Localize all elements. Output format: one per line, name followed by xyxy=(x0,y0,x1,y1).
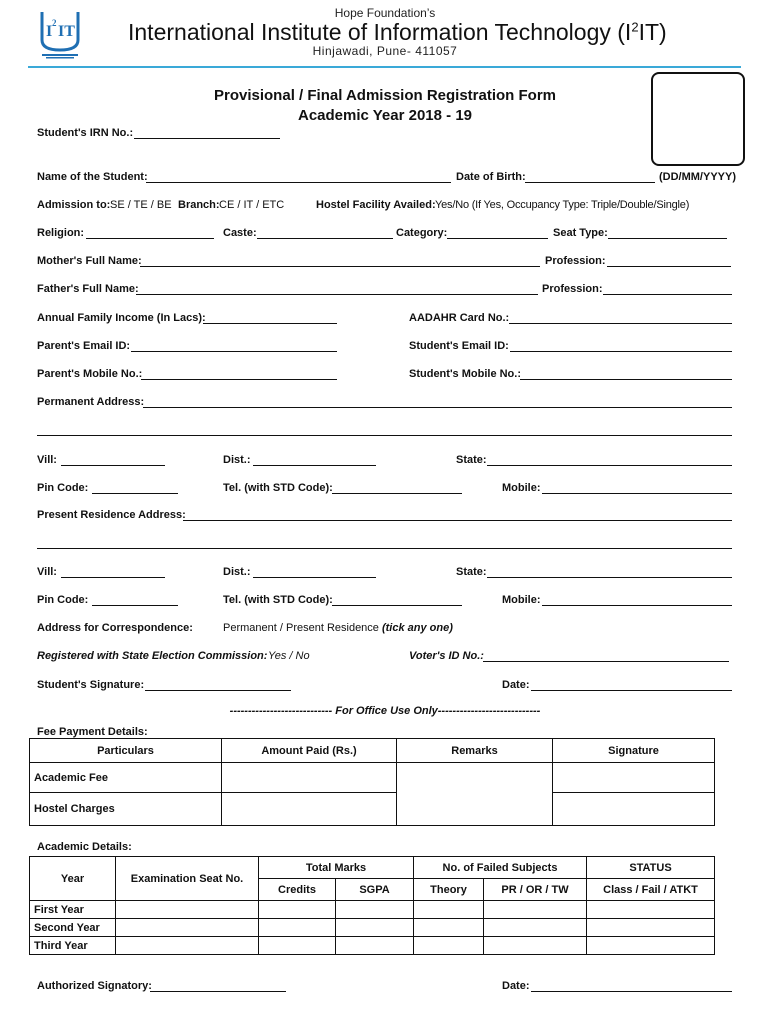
mother-name-field[interactable] xyxy=(140,266,540,267)
present-address-field-2[interactable] xyxy=(37,548,732,549)
acad-row-year: Second Year xyxy=(30,919,116,937)
acad-header-status: STATUS xyxy=(587,857,715,879)
acad-cell[interactable] xyxy=(484,901,587,919)
pres-pin-field[interactable] xyxy=(92,605,178,606)
permanent-address-field-2[interactable] xyxy=(37,435,732,436)
election-options[interactable]: Yes / No xyxy=(268,650,310,662)
acad-cell[interactable] xyxy=(259,901,336,919)
pres-mobile-field[interactable] xyxy=(542,605,732,606)
pres-state-field[interactable] xyxy=(487,577,732,578)
dob-field[interactable] xyxy=(525,182,655,183)
caste-field[interactable] xyxy=(257,238,393,239)
father-profession-label: Profession: xyxy=(542,283,603,295)
perm-state-label: State: xyxy=(456,454,487,466)
institute-address: Hinjawadi, Pune- 411057 xyxy=(312,44,458,58)
aadhar-label: AADAHR Card No.: xyxy=(409,312,510,324)
pres-pin-label: Pin Code: xyxy=(37,594,89,606)
pres-mobile-label: Mobile: xyxy=(502,594,541,606)
perm-vill-label: Vill: xyxy=(37,454,57,466)
acad-cell[interactable] xyxy=(414,901,484,919)
pres-tel-field[interactable] xyxy=(332,605,462,606)
student-signature-field[interactable] xyxy=(145,690,291,691)
header-divider xyxy=(28,66,741,68)
fee-header-remarks: Remarks xyxy=(397,739,553,763)
acad-cell[interactable] xyxy=(336,901,414,919)
admission-label: Admission to: xyxy=(37,199,111,211)
fee-details-title: Fee Payment Details: xyxy=(37,726,148,738)
academic-year: Academic Year 2018 - 19 xyxy=(297,107,473,124)
fee-header-signature: Signature xyxy=(553,739,715,763)
fee-row-label: Hostel Charges xyxy=(30,793,222,826)
student-name-field[interactable] xyxy=(146,182,451,183)
foundation-name: Hope Foundation’s xyxy=(334,6,436,20)
seat-type-label: Seat Type: xyxy=(553,227,608,239)
acad-cell[interactable] xyxy=(587,901,715,919)
authorized-signatory-field[interactable] xyxy=(150,991,286,992)
parent-email-field[interactable] xyxy=(131,351,337,352)
acad-header-pr: PR / OR / TW xyxy=(484,879,587,901)
student-name-label: Name of the Student: xyxy=(37,171,148,183)
acad-cell[interactable] xyxy=(336,919,414,937)
footer-date-field[interactable] xyxy=(531,991,732,992)
academic-details-title: Academic Details: xyxy=(37,841,132,853)
voter-id-label: Voter's ID No.: xyxy=(409,650,484,662)
election-label: Registered with State Election Commission: xyxy=(37,650,268,662)
table-row xyxy=(30,901,715,919)
religion-field[interactable] xyxy=(86,238,214,239)
perm-dist-label: Dist.: xyxy=(223,454,251,466)
form-title: Provisional / Final Admission Registration Form xyxy=(214,87,556,104)
authorized-signatory-label: Authorized Signatory: xyxy=(37,980,152,992)
pres-dist-field[interactable] xyxy=(253,577,376,578)
hostel-label: Hostel Facility Availed: xyxy=(316,199,436,211)
fee-amount-cell[interactable] xyxy=(222,793,397,826)
photo-box[interactable] xyxy=(651,72,745,166)
pres-tel-label: Tel. (with STD Code): xyxy=(223,594,333,606)
acad-cell[interactable] xyxy=(484,919,587,937)
dob-label: Date of Birth: xyxy=(456,171,526,183)
table-row xyxy=(30,937,715,955)
fee-header-particulars: Particulars xyxy=(30,739,222,763)
svg-text:2: 2 xyxy=(52,18,57,28)
acad-cell[interactable] xyxy=(484,937,587,955)
fee-remarks-cell[interactable] xyxy=(397,763,553,826)
income-field[interactable] xyxy=(203,323,337,324)
father-name-field[interactable] xyxy=(136,294,538,295)
perm-dist-field[interactable] xyxy=(253,465,376,466)
income-label: Annual Family Income (In Lacs): xyxy=(37,312,206,324)
fee-signature-cell[interactable] xyxy=(553,763,715,793)
perm-mobile-field[interactable] xyxy=(542,493,732,494)
religion-label: Religion: xyxy=(37,227,85,239)
acad-cell[interactable] xyxy=(587,919,715,937)
correspondence-options[interactable]: Permanent / Present Residence (tick any one) xyxy=(223,622,453,634)
academic-table xyxy=(29,856,715,955)
branch-options[interactable]: CE / IT / ETC xyxy=(219,199,285,211)
student-mobile-label: Student's Mobile No.: xyxy=(409,368,521,380)
correspondence-label: Address for Correspondence: xyxy=(37,622,193,634)
mother-profession-field[interactable] xyxy=(607,266,731,267)
fee-header-amount: Amount Paid (Rs.) xyxy=(222,739,397,763)
fee-row-label: Academic Fee xyxy=(30,763,222,793)
perm-pin-label: Pin Code: xyxy=(37,482,89,494)
voter-id-field[interactable] xyxy=(483,661,729,662)
acad-header-year: Year xyxy=(30,857,116,901)
pres-dist-label: Dist.: xyxy=(223,566,251,578)
office-use-banner: ---------------------------- For Office Use Only---------------------------- xyxy=(229,705,541,717)
fee-signature-cell[interactable] xyxy=(553,793,715,826)
acad-header-seat: Examination Seat No. xyxy=(116,857,259,901)
acad-header-total: Total Marks xyxy=(259,857,414,879)
caste-label: Caste: xyxy=(223,227,257,239)
pres-state-label: State: xyxy=(456,566,487,578)
pres-vill-field[interactable] xyxy=(61,577,165,578)
acad-cell[interactable] xyxy=(336,937,414,955)
present-address-field-1[interactable] xyxy=(183,520,732,521)
signature-date-label: Date: xyxy=(502,679,530,691)
acad-cell[interactable] xyxy=(259,937,336,955)
permanent-address-field-1[interactable] xyxy=(143,407,732,408)
acad-cell[interactable] xyxy=(259,919,336,937)
acad-cell[interactable] xyxy=(414,937,484,955)
perm-pin-field[interactable] xyxy=(92,493,178,494)
pres-vill-label: Vill: xyxy=(37,566,57,578)
table-row xyxy=(30,763,715,793)
student-email-label: Student's Email ID: xyxy=(409,340,509,352)
acad-header-failed: No. of Failed Subjects xyxy=(414,857,587,879)
perm-tel-field[interactable] xyxy=(332,493,462,494)
category-label: Category: xyxy=(396,227,448,239)
acad-row-year: First Year xyxy=(30,901,116,919)
acad-cell[interactable] xyxy=(116,901,259,919)
admission-options[interactable]: SE / TE / BE xyxy=(110,199,172,211)
institute-name: International Institute of Information Technology $(I^2IT)$ xyxy=(128,19,667,45)
seat-type-field[interactable] xyxy=(608,238,727,239)
fee-amount-cell[interactable] xyxy=(222,763,397,793)
present-address-label: Present Residence Address: xyxy=(37,509,186,521)
perm-mobile-label: Mobile: xyxy=(502,482,541,494)
acad-header-theory: Theory xyxy=(414,879,484,901)
irn-field[interactable] xyxy=(134,138,280,139)
footer-date-label: Date: xyxy=(502,980,530,992)
signature-date-field[interactable] xyxy=(531,690,732,691)
fee-table xyxy=(29,738,715,826)
father-profession-field[interactable] xyxy=(603,294,732,295)
svg-text:I: I xyxy=(46,23,53,40)
table-row xyxy=(30,919,715,937)
permanent-address-label: Permanent Address: xyxy=(37,396,145,408)
perm-vill-field[interactable] xyxy=(61,465,165,466)
acad-cell[interactable] xyxy=(116,919,259,937)
category-field[interactable] xyxy=(447,238,548,239)
mother-name-label: Mother's Full Name: xyxy=(37,255,142,267)
perm-state-field[interactable] xyxy=(487,465,732,466)
dob-format: (DD/MM/YYYY) xyxy=(659,171,736,183)
branch-label: Branch: xyxy=(178,199,220,211)
student-email-field[interactable] xyxy=(510,351,732,352)
perm-tel-label: Tel. (with STD Code): xyxy=(223,482,333,494)
parent-mobile-field[interactable] xyxy=(141,379,337,380)
acad-cell[interactable] xyxy=(414,919,484,937)
hostel-options[interactable]: Yes/No (If Yes, Occupancy Type: Triple/Double/Single) xyxy=(435,199,690,211)
father-name-label: Father's Full Name: xyxy=(37,283,139,295)
aadhar-field[interactable] xyxy=(509,323,732,324)
acad-row-year: Third Year xyxy=(30,937,116,955)
irn-label: Student's IRN No.: xyxy=(37,127,134,139)
acad-header-sgpa: SGPA xyxy=(336,879,414,901)
student-signature-label: Student's Signature: xyxy=(37,679,145,691)
acad-header-class: Class / Fail / ATKT xyxy=(587,879,715,901)
student-mobile-field[interactable] xyxy=(520,379,732,380)
acad-cell[interactable] xyxy=(116,937,259,955)
parent-email-label: Parent's Email ID: xyxy=(37,340,131,352)
mother-profession-label: Profession: xyxy=(545,255,606,267)
parent-mobile-label: Parent's Mobile No.: xyxy=(37,368,143,380)
svg-text:IT: IT xyxy=(58,23,75,40)
table-row xyxy=(30,793,715,826)
acad-header-credits: Credits xyxy=(259,879,336,901)
acad-cell[interactable] xyxy=(587,937,715,955)
